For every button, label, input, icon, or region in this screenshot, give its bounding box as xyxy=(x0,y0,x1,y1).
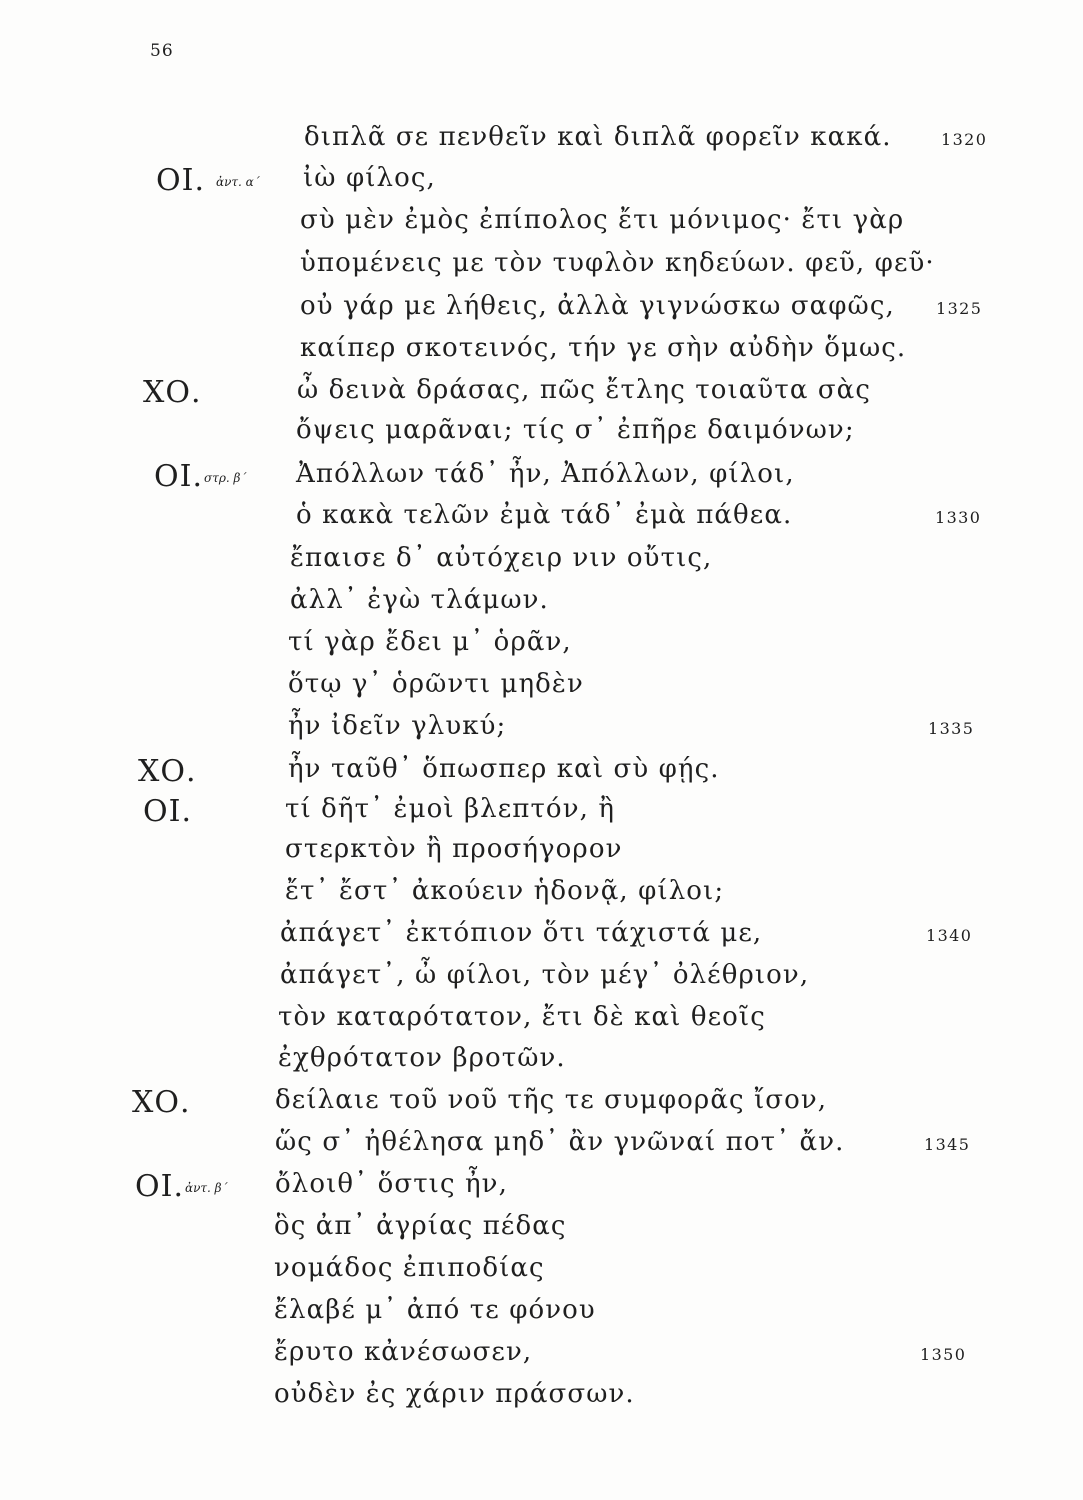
verse-text: ἐχθρότατον βροτῶν. xyxy=(278,1043,566,1073)
verse-text: ὥς σ᾽ ἠθέλησα μηδ᾽ ἂν γνῶναί ποτ᾽ ἄν. xyxy=(275,1127,845,1157)
verse-text: τί δῆτ᾽ ἐμοὶ βλεπτόν, ἢ xyxy=(285,794,615,824)
verse-text: ὃς ἀπ᾽ ἀγρίας πέδας xyxy=(274,1211,567,1241)
verse-text: ἔπαισε δ᾽ αὐτόχειρ νιν οὔτις, xyxy=(290,543,713,573)
verse-text: σὺ μὲν ἐμὸς ἐπίπολος ἔτι μόνιμος· ἔτι γὰρ xyxy=(300,205,905,235)
verse-text: ὄλοιθ᾽ ὅστις ἦν, xyxy=(275,1169,508,1199)
verse-line xyxy=(0,205,1083,247)
verse-line xyxy=(0,627,1083,669)
verse-text: ὁ κακὰ τελῶν ἐμὰ τάδ᾽ ἐμὰ πάθεα. xyxy=(296,500,793,530)
verse-text: Ἀπόλλων τάδ᾽ ἦν, Ἀπόλλων, φίλοι, xyxy=(296,459,795,489)
verse-line xyxy=(0,1002,1083,1044)
verse-text: ὑπομένεις με τὸν τυφλὸν κηδεύων. φεῦ, φεῦ· xyxy=(300,248,935,278)
verse-line xyxy=(0,1295,1083,1337)
verse-line xyxy=(0,543,1083,585)
verse-text: ὅτῳ γ᾽ ὁρῶντι μηδὲν xyxy=(288,669,584,699)
verse-text: ἦν ἰδεῖν γλυκύ; xyxy=(288,711,507,741)
verse-text: στερκτὸν ἢ προσήγορον xyxy=(285,834,623,864)
line-number: 1320 xyxy=(941,130,988,149)
verse-line xyxy=(0,1379,1083,1421)
verse-text: ἀπάγετ᾽ ἐκτόπιον ὅτι τάχιστά με, xyxy=(280,918,763,948)
speaker-label: ΧΟ. xyxy=(132,1085,191,1120)
verse-line xyxy=(0,585,1083,627)
verse-line xyxy=(0,711,1083,753)
verse-line xyxy=(0,754,1083,796)
verse-line xyxy=(0,1337,1083,1379)
verse-line xyxy=(0,163,1083,205)
speaker-label: ΧΟ. xyxy=(138,754,197,789)
verse-line xyxy=(0,1253,1083,1295)
verse-text: ἦν ταῦθ᾽ ὅπωσπερ καὶ σὺ φῄς. xyxy=(288,754,720,784)
speaker-label: ΧΟ. xyxy=(143,375,202,410)
verse-text: ἔτ᾽ ἔστ᾽ ἀκούειν ἡδονᾷ, φίλοι; xyxy=(285,876,725,906)
line-number: 1350 xyxy=(920,1345,967,1364)
verse-line xyxy=(0,918,1083,960)
verse-line xyxy=(0,876,1083,918)
strophe-marker: στρ. β΄ xyxy=(204,471,247,485)
verse-text: καίπερ σκοτεινός, τήν γε σὴν αὐδὴν ὅμως. xyxy=(300,333,907,363)
line-number: 1345 xyxy=(924,1135,971,1154)
verse-line xyxy=(0,291,1083,333)
verse-text: οὐ γάρ με λήθεις, ἀλλὰ γιγνώσκω σαφῶς, xyxy=(300,291,895,321)
verse-line xyxy=(0,333,1083,375)
line-number: 1335 xyxy=(928,719,975,738)
verse-line xyxy=(0,375,1083,417)
verse-text: ἔλαβέ μ᾽ ἀπό τε φόνου xyxy=(274,1295,596,1325)
verse-line xyxy=(0,794,1083,836)
verse-line xyxy=(0,122,1083,164)
verse-line xyxy=(0,459,1083,501)
strophe-marker: ἀντ. β΄ xyxy=(185,1181,228,1195)
verse-text: διπλᾶ σε πενθεῖν καὶ διπλᾶ φορεῖν κακά. xyxy=(304,122,892,152)
verse-text: τὸν καταρότατον, ἔτι δὲ καὶ θεοῖς xyxy=(278,1002,766,1032)
speaker-label: ΟΙ. xyxy=(156,163,205,198)
line-number: 1325 xyxy=(936,299,983,318)
verse-line xyxy=(0,669,1083,711)
verse-text: νομάδος ἐπιποδίας xyxy=(274,1253,545,1283)
verse-line xyxy=(0,960,1083,1002)
verse-line xyxy=(0,500,1083,542)
verse-text: ἔρυτο κἀνέσωσεν, xyxy=(274,1337,533,1367)
verse-text: ὄψεις μαρᾶναι; τίς σ᾽ ἐπῆρε δαιμόνων; xyxy=(296,415,855,445)
verse-line xyxy=(0,415,1083,457)
verse-text: τί γὰρ ἔδει μ᾽ ὁρᾶν, xyxy=(288,627,572,657)
speaker-label: ΟΙ. xyxy=(135,1169,184,1204)
verse-text: οὐδὲν ἐς χάριν πράσσων. xyxy=(274,1379,635,1409)
speaker-label: ΟΙ. xyxy=(154,459,203,494)
verse-text: ἰὼ φίλος, xyxy=(303,163,436,193)
verse-line xyxy=(0,1211,1083,1253)
strophe-marker: ἀντ. α΄ xyxy=(216,175,260,189)
verse-text: ἀλλ᾽ ἐγὼ τλάμων. xyxy=(290,585,549,615)
verse-line xyxy=(0,248,1083,290)
line-number: 1340 xyxy=(926,926,973,945)
verse-line xyxy=(0,1043,1083,1085)
page-number: 56 xyxy=(150,41,174,61)
verse-line xyxy=(0,1127,1083,1169)
verse-text: δείλαιε τοῦ νοῦ τῆς τε συμφορᾶς ἴσον, xyxy=(275,1085,828,1115)
verse-line xyxy=(0,1169,1083,1211)
line-number: 1330 xyxy=(935,508,982,527)
verse-line xyxy=(0,1085,1083,1127)
verse-line xyxy=(0,834,1083,876)
verse-text: ἀπάγετ᾽, ὦ φίλοι, τὸν μέγ᾽ ὀλέθριον, xyxy=(280,960,810,990)
speaker-label: ΟΙ. xyxy=(143,794,192,829)
verse-text: ὦ δεινὰ δράσας, πῶς ἔτλης τοιαῦτα σὰς xyxy=(297,375,872,405)
